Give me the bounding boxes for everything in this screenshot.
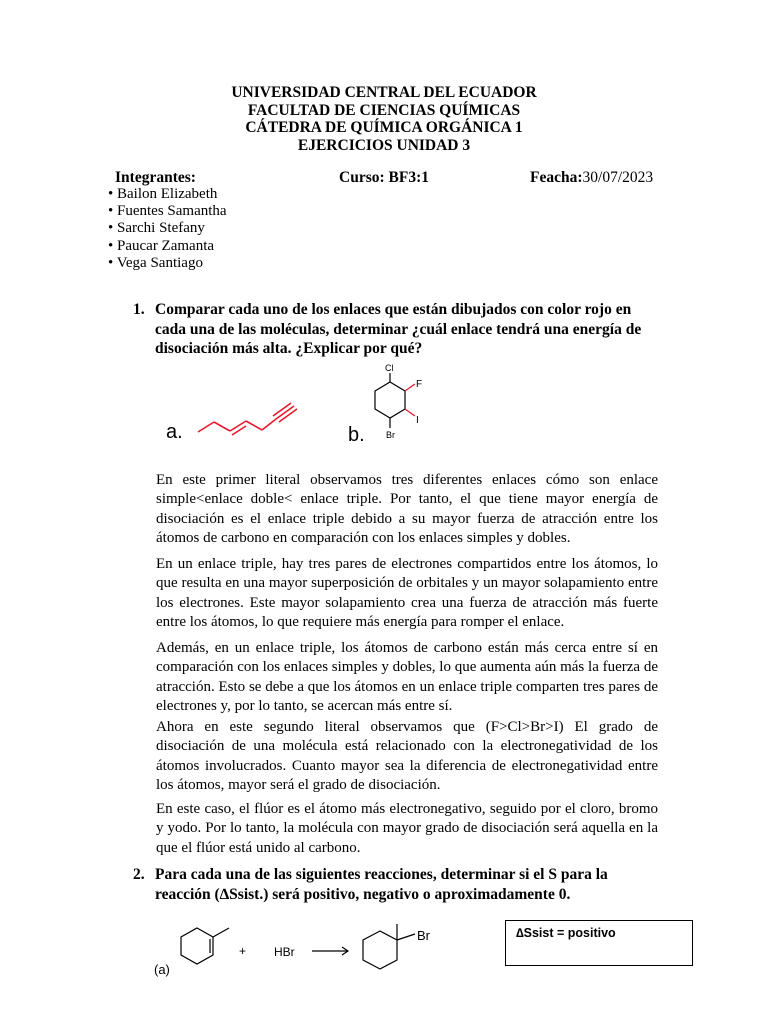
member-item: • Paucar Zamanta	[108, 237, 215, 254]
course-label: Curso: BF3:1	[339, 169, 429, 186]
molecule-a-bonds	[198, 403, 297, 435]
molecule-b-figure	[345, 362, 425, 447]
date-field	[530, 169, 653, 187]
i-bond	[405, 409, 415, 416]
member-item: • Bailon Elizabeth	[108, 186, 218, 202]
question-1	[133, 300, 653, 359]
question-2-text: Para cada una de las siguientes reacciones, determinar si el S para la reacción (∆Ssist.) será positivo, negativo o aproximadamente 0.	[155, 866, 608, 903]
plus-sign: +	[239, 944, 247, 958]
methyl-bond	[213, 928, 229, 937]
methylcyclohexene-ring	[181, 928, 213, 964]
iodine-atom: I	[416, 415, 419, 426]
date-value: 30/07/2023	[582, 169, 654, 186]
paragraph: En un enlace triple, hay tres pares de electrones compartidos entre los átomos, lo que resulta en una mayor superposición de orbitales y un mayor solapamiento entre los electrones. Este mayor solapamiento crea una fuerza de atracción más fuerte entre los átomos, lo que requiere más energía para romper el enlace.	[156, 556, 658, 631]
member-item: • Fuentes Samantha	[108, 203, 227, 220]
single-bond	[214, 422, 230, 431]
answer-text: ∆Ssist = positivo	[516, 926, 616, 940]
date-label: Feacha:	[530, 169, 583, 186]
fluorine-atom: F	[416, 379, 423, 390]
double-bond	[230, 421, 246, 431]
chair-name: CÁTEDRA DE QUÍMICA ORGÁNICA 1	[245, 119, 523, 136]
question-2-number: 2.	[133, 866, 145, 883]
paragraph: En este caso, el flúor es el átomo más electronegativo, seguido por el cloro, bromo y yodo. Por lo tanto, la molécula con mayor grado de disociación será aquella en la que el flúor está unido al carbono.	[156, 801, 658, 856]
question-2	[133, 865, 653, 904]
member-item: • Sarchi Stefany	[108, 220, 205, 237]
member-item: • Vega Santiago	[108, 254, 203, 271]
molecule-a-label: a.	[166, 421, 183, 443]
hbr-reagent: HBr	[274, 945, 295, 959]
paragraph: En este primer literal observamos tres diferentes enlaces cómo son enlace simple<enlace doble< enlace triple. Por tanto, el que tiene mayor energía de disociación es el enlace triple debido a su mayor fuerza de atracción entre los átomos de carbono en comparación con los enlaces simples y dobles.	[156, 472, 658, 547]
f-bond	[405, 384, 415, 391]
university-name: UNIVERSIDAD CENTRAL DEL ECUADOR	[231, 84, 537, 101]
paragraph: Ahora en este segundo literal observamos que (F>Cl>Br>I) El grado de disociación de una molécula está relacionado con la electronegatividad de los átomos involucrados. Cuanto mayor sea la diferencia de electronegatividad entre los átomos, mayor será el grado de disociación.	[156, 719, 658, 794]
single-bond	[246, 421, 262, 430]
reaction-a-figure	[150, 918, 450, 988]
product-br-bond	[397, 934, 415, 940]
exercise-title: EJERCICIOS UNIDAD 3	[297, 136, 471, 154]
single-bond	[262, 419, 276, 430]
molecule-a-figure	[160, 405, 310, 445]
chlorine-atom: Cl	[385, 363, 394, 373]
question-1-number: 1.	[133, 301, 145, 318]
members-list	[108, 186, 227, 272]
molecule-b-label: b.	[348, 424, 365, 446]
question-1-text: Comparar cada uno de los enlaces que están dibujados con color rojo en cada una de las moléculas, determinar ¿cuál enlace tendrá una energía de disociación más alta. ¿Explicar por qué?	[155, 301, 642, 357]
double-bond-second-line	[232, 426, 246, 435]
members-label: Integrantes:	[115, 169, 196, 186]
document-header	[0, 84, 768, 154]
reaction-a-label: (a)	[154, 962, 170, 977]
product-ring	[363, 931, 397, 969]
paragraph: Además, en un enlace triple, los átomos de carbono están más cerca entre sí en comparación con los enlaces simples y dobles, lo que aumenta aún más la fuerza de atracción. Esto se debe a que los átomos en un enlace triple comparten tres pares de electrones y, por lo tanto, se acercan más entre sí.	[156, 640, 658, 715]
answer-box	[505, 920, 693, 966]
single-bond	[198, 422, 214, 432]
faculty-name: FACULTAD DE CIENCIAS QUÍMICAS	[247, 101, 521, 119]
product-bromine-atom: Br	[417, 928, 430, 943]
bromine-atom: Br	[386, 430, 395, 440]
cyclohexane-ring	[375, 382, 405, 418]
